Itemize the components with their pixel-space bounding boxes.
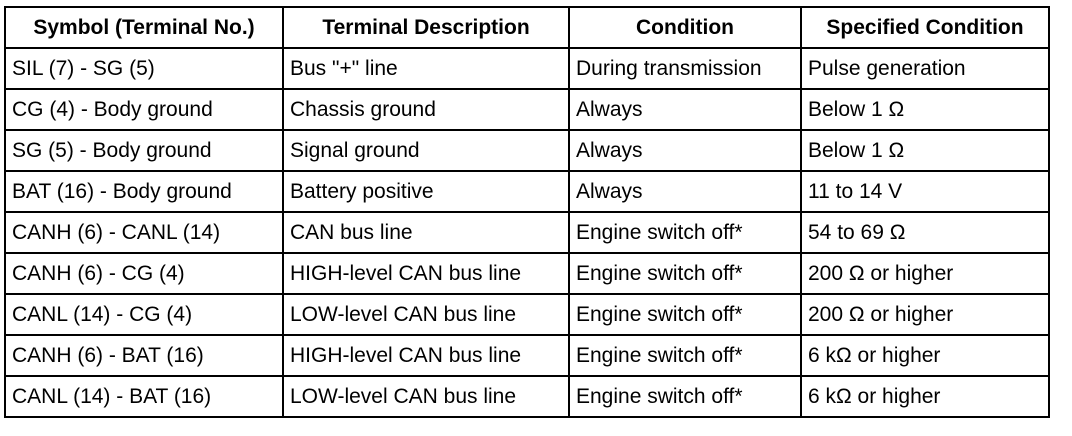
terminal-spec-table xyxy=(4,6,1050,418)
cell-condition: Engine switch off* xyxy=(569,212,801,253)
header-specified-condition: Specified Condition xyxy=(801,7,1049,48)
cell-specified-condition: Below 1 Ω xyxy=(801,130,1049,171)
cell-specified-condition: 6 kΩ or higher xyxy=(801,335,1049,376)
cell-description: HIGH-level CAN bus line xyxy=(283,335,569,376)
cell-specified-condition: 6 kΩ or higher xyxy=(801,376,1049,417)
table-row xyxy=(5,212,1049,253)
table-header-row xyxy=(5,7,1049,48)
cell-symbol: CANH (6) - CG (4) xyxy=(5,253,283,294)
cell-condition: Always xyxy=(569,171,801,212)
cell-condition: Always xyxy=(569,130,801,171)
table-row xyxy=(5,253,1049,294)
cell-specified-condition: 200 Ω or higher xyxy=(801,253,1049,294)
table-row xyxy=(5,48,1049,89)
terminal-spec-table-container xyxy=(4,6,1050,418)
cell-condition: Engine switch off* xyxy=(569,335,801,376)
cell-symbol: CANL (14) - CG (4) xyxy=(5,294,283,335)
cell-symbol: CANL (14) - BAT (16) xyxy=(5,376,283,417)
cell-condition: Always xyxy=(569,89,801,130)
cell-description: Signal ground xyxy=(283,130,569,171)
cell-symbol: CG (4) - Body ground xyxy=(5,89,283,130)
cell-specified-condition: Below 1 Ω xyxy=(801,89,1049,130)
table-row xyxy=(5,294,1049,335)
cell-symbol: BAT (16) - Body ground xyxy=(5,171,283,212)
cell-symbol: CANH (6) - BAT (16) xyxy=(5,335,283,376)
header-condition: Condition xyxy=(569,7,801,48)
cell-description: LOW-level CAN bus line xyxy=(283,294,569,335)
header-symbol: Symbol (Terminal No.) xyxy=(5,7,283,48)
table-row xyxy=(5,376,1049,417)
cell-symbol: SG (5) - Body ground xyxy=(5,130,283,171)
cell-specified-condition: 200 Ω or higher xyxy=(801,294,1049,335)
cell-specified-condition: 11 to 14 V xyxy=(801,171,1049,212)
cell-condition: Engine switch off* xyxy=(569,253,801,294)
cell-description: Bus "+" line xyxy=(283,48,569,89)
table-row xyxy=(5,171,1049,212)
table-row xyxy=(5,130,1049,171)
table-row xyxy=(5,89,1049,130)
header-terminal-description: Terminal Description xyxy=(283,7,569,48)
cell-description: CAN bus line xyxy=(283,212,569,253)
cell-condition: Engine switch off* xyxy=(569,294,801,335)
cell-description: Battery positive xyxy=(283,171,569,212)
cell-specified-condition: 54 to 69 Ω xyxy=(801,212,1049,253)
cell-symbol: SIL (7) - SG (5) xyxy=(5,48,283,89)
cell-description: HIGH-level CAN bus line xyxy=(283,253,569,294)
cell-condition: During transmission xyxy=(569,48,801,89)
cell-condition: Engine switch off* xyxy=(569,376,801,417)
cell-description: LOW-level CAN bus line xyxy=(283,376,569,417)
cell-symbol: CANH (6) - CANL (14) xyxy=(5,212,283,253)
cell-description: Chassis ground xyxy=(283,89,569,130)
cell-specified-condition: Pulse generation xyxy=(801,48,1049,89)
table-row xyxy=(5,335,1049,376)
